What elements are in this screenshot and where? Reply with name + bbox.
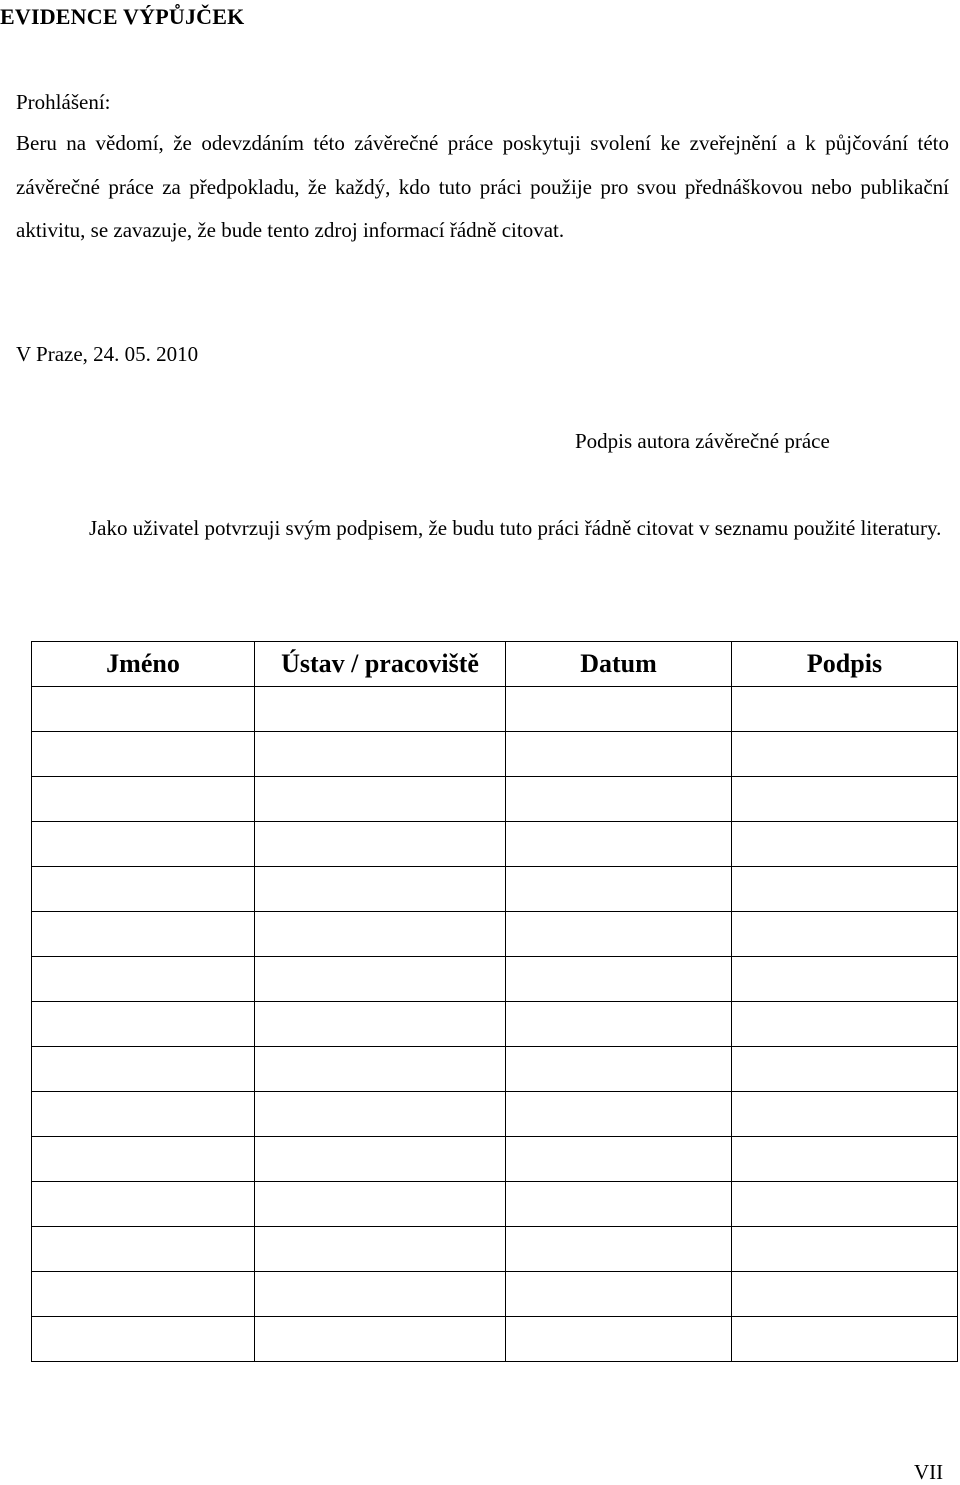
department-cell[interactable] xyxy=(255,777,506,822)
table-row xyxy=(32,867,958,912)
department-cell[interactable] xyxy=(255,1092,506,1137)
signature-cell[interactable] xyxy=(732,1047,958,1092)
author-signature-label: Podpis autora závěrečné práce xyxy=(575,429,830,453)
date-cell[interactable] xyxy=(506,687,732,732)
table-row xyxy=(32,912,958,957)
name-cell[interactable] xyxy=(32,1182,255,1227)
date-cell[interactable] xyxy=(506,957,732,1002)
table-row xyxy=(32,732,958,777)
department-cell[interactable] xyxy=(255,1317,506,1362)
name-cell[interactable] xyxy=(32,687,255,732)
declaration-heading: Prohlášení: xyxy=(16,90,111,114)
department-cell[interactable] xyxy=(255,1272,506,1317)
table-row xyxy=(32,1092,958,1137)
place-and-date: V Praze, 24. 05. 2010 xyxy=(16,342,199,366)
date-cell[interactable] xyxy=(506,1227,732,1272)
signature-cell[interactable] xyxy=(732,1002,958,1047)
table-header-row xyxy=(32,642,958,687)
department-cell[interactable] xyxy=(255,732,506,777)
declaration-paragraph: Beru na vědomí, že odevzdáním této závěrečné práce poskytuji svolení ke zveřejnění a k půjčování této závěrečné práce za předpokladu, že každý, kdo tuto práci použije pro svou přednáškovou nebo publikační aktivitu, se zavazuje, že bude tento zdroj informací řádně citovat. xyxy=(16,131,949,242)
name-cell[interactable] xyxy=(32,1092,255,1137)
table-row xyxy=(32,1317,958,1362)
column-header-signature: Podpis xyxy=(732,642,958,687)
department-cell[interactable] xyxy=(255,687,506,732)
signature-cell[interactable] xyxy=(732,732,958,777)
date-cell[interactable] xyxy=(506,1002,732,1047)
table-row xyxy=(32,777,958,822)
name-cell[interactable] xyxy=(32,1227,255,1272)
table-row xyxy=(32,1182,958,1227)
date-cell[interactable] xyxy=(506,822,732,867)
signature-cell[interactable] xyxy=(732,1092,958,1137)
date-cell[interactable] xyxy=(506,912,732,957)
signature-cell[interactable] xyxy=(732,777,958,822)
department-cell[interactable] xyxy=(255,1002,506,1047)
name-cell[interactable] xyxy=(32,1137,255,1182)
name-cell[interactable] xyxy=(32,1002,255,1047)
date-cell[interactable] xyxy=(506,1047,732,1092)
signature-cell[interactable] xyxy=(732,912,958,957)
department-cell[interactable] xyxy=(255,1137,506,1182)
table-body xyxy=(32,687,958,1362)
table-row xyxy=(32,1047,958,1092)
department-cell[interactable] xyxy=(255,1182,506,1227)
column-header-department: Ústav / pracoviště xyxy=(255,642,506,687)
signature-cell[interactable] xyxy=(732,1317,958,1362)
department-cell[interactable] xyxy=(255,867,506,912)
date-cell[interactable] xyxy=(506,1272,732,1317)
name-cell[interactable] xyxy=(32,822,255,867)
column-header-name: Jméno xyxy=(32,642,255,687)
date-cell[interactable] xyxy=(506,867,732,912)
date-cell[interactable] xyxy=(506,732,732,777)
page-title: EVIDENCE VÝPŮJČEK xyxy=(0,4,245,29)
table-row xyxy=(32,1002,958,1047)
name-cell[interactable] xyxy=(32,1272,255,1317)
page-number: VII xyxy=(914,1460,944,1484)
name-cell[interactable] xyxy=(32,912,255,957)
table-row xyxy=(32,1137,958,1182)
signature-cell[interactable] xyxy=(732,957,958,1002)
department-cell[interactable] xyxy=(255,1227,506,1272)
department-cell[interactable] xyxy=(255,822,506,867)
date-cell[interactable] xyxy=(506,1137,732,1182)
signature-cell[interactable] xyxy=(732,1272,958,1317)
date-cell[interactable] xyxy=(506,1317,732,1362)
loan-record-table xyxy=(31,641,958,1362)
department-cell[interactable] xyxy=(255,912,506,957)
column-header-date: Datum xyxy=(506,642,732,687)
name-cell[interactable] xyxy=(32,1047,255,1092)
department-cell[interactable] xyxy=(255,1047,506,1092)
user-confirmation-paragraph: Jako uživatel potvrzuji svým podpisem, že budu tuto práci řádně citovat v seznamu použité literatury. xyxy=(89,516,942,540)
table-row xyxy=(32,1227,958,1272)
name-cell[interactable] xyxy=(32,1317,255,1362)
name-cell[interactable] xyxy=(32,957,255,1002)
signature-cell[interactable] xyxy=(732,1182,958,1227)
date-cell[interactable] xyxy=(506,1092,732,1137)
date-cell[interactable] xyxy=(506,777,732,822)
signature-cell[interactable] xyxy=(732,1227,958,1272)
signature-cell[interactable] xyxy=(732,867,958,912)
signature-cell[interactable] xyxy=(732,687,958,732)
name-cell[interactable] xyxy=(32,732,255,777)
signature-cell[interactable] xyxy=(732,822,958,867)
name-cell[interactable] xyxy=(32,867,255,912)
department-cell[interactable] xyxy=(255,957,506,1002)
name-cell[interactable] xyxy=(32,777,255,822)
table-row xyxy=(32,687,958,732)
signature-cell[interactable] xyxy=(732,1137,958,1182)
table-row xyxy=(32,822,958,867)
table-row xyxy=(32,1272,958,1317)
date-cell[interactable] xyxy=(506,1182,732,1227)
table-row xyxy=(32,957,958,1002)
